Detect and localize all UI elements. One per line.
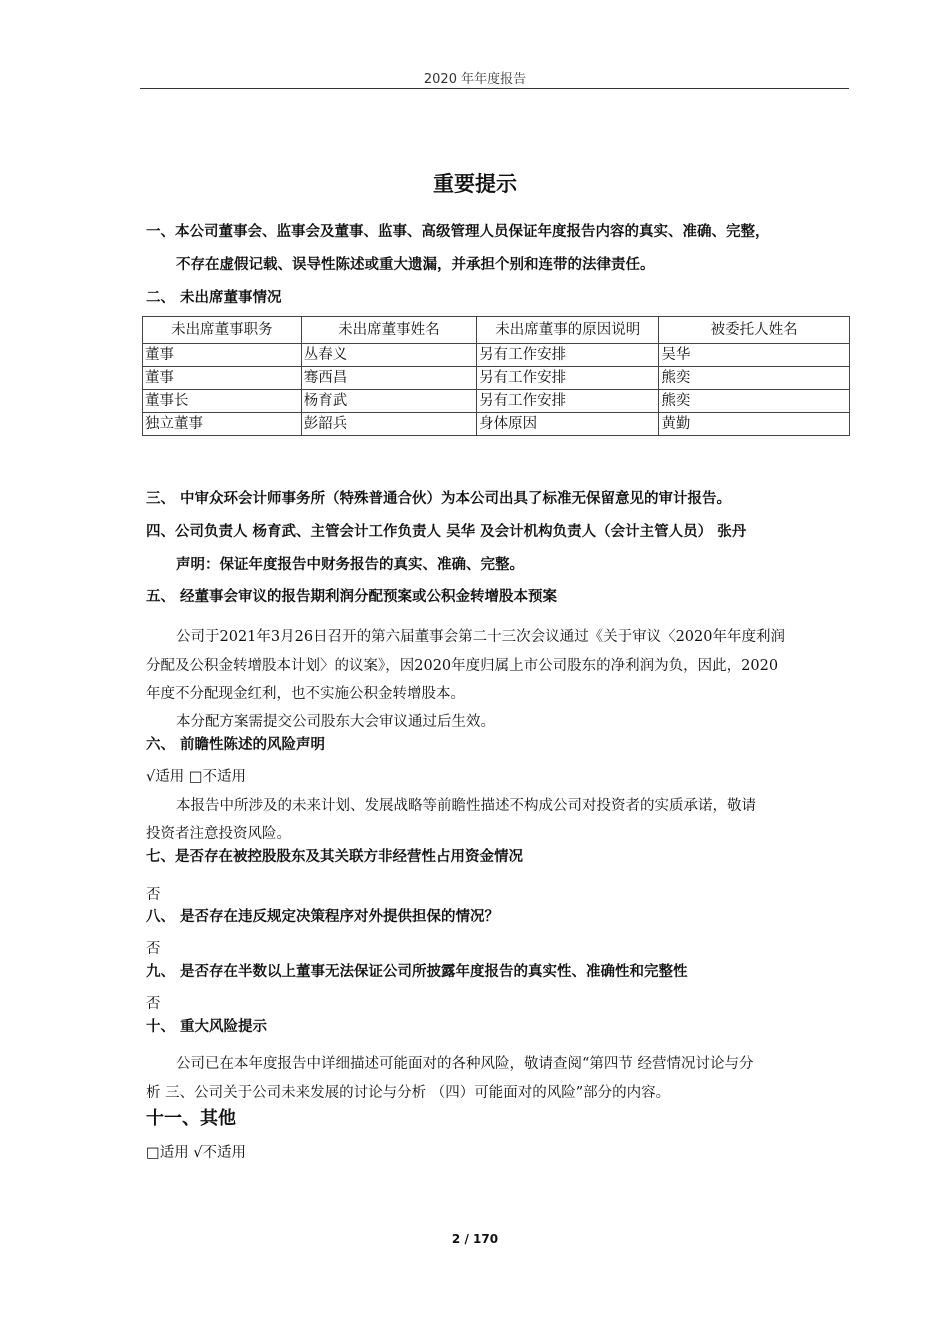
section-4-line2: 声明：保证年度报告中财务报告的真实、准确、完整。 xyxy=(176,557,524,573)
section-7-heading: 七、是否存在被控股股东及其关联方非经营性占用资金情况 xyxy=(146,849,523,865)
column-header: 未出席董事的原因说明 xyxy=(477,317,659,344)
section-2-heading: 二、 未出席董事情况 xyxy=(146,290,282,306)
table-cell: 另有工作安排 xyxy=(477,367,659,390)
table-cell: 黄勤 xyxy=(659,413,850,436)
table-cell: 彭韶兵 xyxy=(301,413,476,436)
table-header-row xyxy=(143,317,850,344)
section-1-line2: 不存在虚假记载、误导性陈述或重大遗漏，并承担个别和连带的法律责任。 xyxy=(176,257,655,273)
table-cell: 吴华 xyxy=(659,344,850,367)
section-6-para-line1: 本报告中所涉及的未来计划、发展战略等前瞻性描述不构成公司对投资者的实质承诺，敬请 xyxy=(176,798,756,814)
column-header: 被委托人姓名 xyxy=(659,317,850,344)
section-10-heading: 十、 重大风险提示 xyxy=(146,1019,268,1035)
table-cell: 另有工作安排 xyxy=(477,390,659,413)
section-10-para-line2: 析 三、公司关于公司未来发展的讨论与分析 （四）可能面对的风险”部分的内容。 xyxy=(146,1085,671,1101)
table-row xyxy=(143,413,850,436)
running-header: 2020 年年度报告 xyxy=(423,72,527,87)
section-10-para-line1: 公司已在本年度报告中详细描述可能面对的各种风险，敬请查阅“第四节 经营情况讨论与分 xyxy=(176,1056,754,1072)
section-5-para-line2: 分配及公积金转增股本计划〉的议案》，因2020年度归属上市公司股东的净利润为负，因此，2020 xyxy=(146,658,779,674)
header-rule xyxy=(140,88,849,89)
table-cell: 熊奕 xyxy=(659,367,850,390)
section-5-para-line3: 年度不分配现金红利，也不实施公积金转增股本。 xyxy=(146,686,465,702)
column-header: 未出席董事姓名 xyxy=(301,317,476,344)
section-5-para2: 本分配方案需提交公司股东大会审议通过后生效。 xyxy=(176,714,495,730)
table-cell: 董事 xyxy=(143,344,302,367)
section-7-answer: 否 xyxy=(146,887,161,903)
section-6-heading: 六、 前瞻性陈述的风险声明 xyxy=(146,737,326,753)
table-cell: 熊奕 xyxy=(659,390,850,413)
section-11-heading: 十一、其他 xyxy=(146,1108,236,1129)
page-title: 重要提示 xyxy=(433,172,517,196)
absent-directors-table xyxy=(142,316,850,436)
section-6-applicability: √适用 □不适用 xyxy=(146,769,247,785)
table-cell: 丛春义 xyxy=(301,344,476,367)
section-11-applicability: □适用 √不适用 xyxy=(146,1145,247,1161)
section-1-line1: 一、本公司董事会、监事会及董事、监事、高级管理人员保证年度报告内容的真实、准确、完整， xyxy=(146,224,770,240)
section-5-heading: 五、 经董事会审议的报告期利润分配预案或公积金转增股本预案 xyxy=(146,589,558,605)
section-8-answer: 否 xyxy=(146,941,161,957)
table-cell: 骞西昌 xyxy=(301,367,476,390)
section-4-line1: 四、公司负责人 杨育武、主管会计工作负责人 吴华 及会计机构负责人（会计主管人员） 张丹 xyxy=(146,524,747,540)
table-cell: 董事长 xyxy=(143,390,302,413)
section-9-heading: 九、 是否存在半数以上董事无法保证公司所披露年度报告的真实性、准确性和完整性 xyxy=(146,964,688,980)
section-6-para-line2: 投资者注意投资风险。 xyxy=(146,826,291,842)
page-number: 2 / 170 xyxy=(451,1232,499,1246)
section-3-text: 三、 中审众环会计师事务所（特殊普通合伙）为本公司出具了标准无保留意见的审计报告。 xyxy=(146,491,732,507)
section-8-heading: 八、 是否存在违反规定决策程序对外提供担保的情况？ xyxy=(146,909,500,925)
table-cell: 杨育武 xyxy=(301,390,476,413)
table-cell: 另有工作安排 xyxy=(477,344,659,367)
table-row xyxy=(143,344,850,367)
table-cell: 董事 xyxy=(143,367,302,390)
table-cell: 独立董事 xyxy=(143,413,302,436)
table-row xyxy=(143,390,850,413)
column-header: 未出席董事职务 xyxy=(143,317,302,344)
section-5-para-line1: 公司于2021年3月26日召开的第六届董事会第二十三次会议通过《关于审议〈2020年年度利润 xyxy=(176,629,785,645)
section-9-answer: 否 xyxy=(146,996,161,1012)
table-cell: 身体原因 xyxy=(477,413,659,436)
table-row xyxy=(143,367,850,390)
